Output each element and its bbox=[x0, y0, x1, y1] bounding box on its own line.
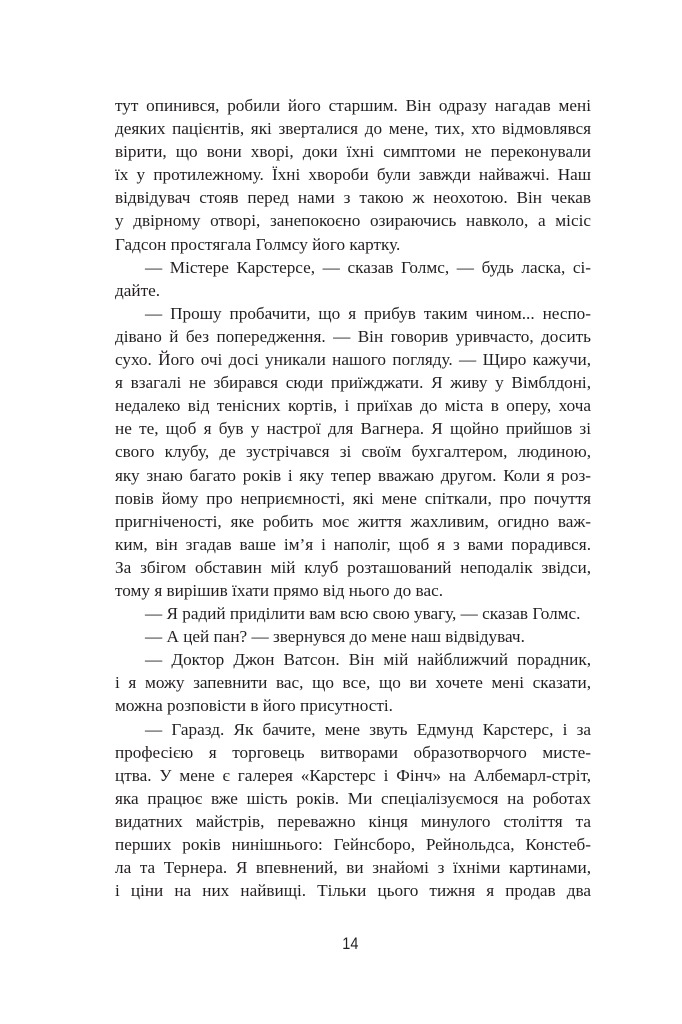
text-line: ла та Тернера. Я впевнений, ви знайомі з їхніми картинами, bbox=[115, 858, 591, 878]
text-line: За збігом обставин мій клуб розташований неподалік звідси, bbox=[115, 557, 591, 577]
text-line: відвідувач стояв перед нами з такою ж неохотою. Він чекав bbox=[115, 188, 591, 208]
text-line: видатних майстрів, переважно кінця минулого століття та bbox=[115, 811, 591, 831]
text-line: і ціни на них найвищі. Тільки цього тижня я продав два bbox=[115, 881, 591, 901]
text-line: — Прошу пробачити, що я прибув таким чином... неспо- bbox=[145, 303, 591, 323]
text-line: Гадсон простягала Голмсу його картку. bbox=[115, 234, 401, 254]
text-line: і я можу запевнити вас, що все, що ви хочете мені сказати, bbox=[115, 673, 591, 693]
text-line: — Я радий приділити вам всю свою увагу, — сказав Голмс. bbox=[145, 604, 581, 624]
text-line: цтва. У мене є галерея «Карстерс і Фінч» на Албемарл-стріт, bbox=[115, 765, 591, 785]
body-text bbox=[115, 94, 591, 902]
text-line: дайте. bbox=[115, 280, 161, 300]
text-line: яка працює вже шість років. Ми спеціалізуємося на роботах bbox=[115, 788, 591, 808]
text-line: сухо. Його очі досі уникали нашого погляду. — Щиро кажучи, bbox=[115, 350, 591, 370]
text-line: свого клубу, де зустрічався зі своїм бухгалтером, людиною, bbox=[115, 442, 591, 462]
text-line: повів йому про неприємності, які мене спіткали, про почуття bbox=[115, 488, 591, 508]
text-line: вірити, що вони хворі, доки їхні симптоми не переконували bbox=[115, 142, 591, 162]
text-line: — А цей пан? — звернувся до мене наш відвідувач. bbox=[145, 627, 525, 647]
text-line: можна розповісти в його присутності. bbox=[115, 696, 393, 716]
text-line: — Доктор Джон Ватсон. Він мій найближчий порадник, bbox=[145, 650, 591, 670]
text-line: їх у протилежному. Їхні хвороби були завжди найважчі. Наш bbox=[115, 165, 591, 185]
text-line: деяких пацієнтів, які зверталися до мене, тих, хто відмовлявся bbox=[115, 119, 591, 139]
page-number: 14 bbox=[342, 934, 359, 953]
text-line: перших років нинішнього: Гейнсборо, Рейнольдса, Констеб- bbox=[115, 835, 591, 854]
text-line: ким, він згадав ваше ім’я і наполіг, щоб я з вами порадився. bbox=[115, 534, 591, 554]
text-line: — Містере Карстерсе, — сказав Голмс, — будь ласка, сі- bbox=[145, 257, 591, 277]
text-line: я взагалі не збирався сюди приїжджати. Я живу у Вімблдоні, bbox=[115, 373, 591, 393]
text-line: професією я торговець витворами образотворчого мисте- bbox=[115, 742, 591, 762]
text-line: тут опинився, робили його старшим. Він одразу нагадав мені bbox=[115, 96, 591, 115]
text-line: не те, щоб я був у настрої для Вагнера. Я щойно прийшов зі bbox=[115, 419, 591, 439]
text-line: пригніченості, яке робить моє життя жахливим, огидно важ- bbox=[115, 511, 591, 531]
text-line: дівано й без попередження. — Він говорив уривчасто, досить bbox=[115, 326, 591, 346]
text-line: тому я вирішив їхати прямо від нього до вас. bbox=[115, 580, 443, 600]
text-line: у двірному отворі, занепокоєно озираючись навколо, а місіс bbox=[115, 211, 591, 231]
text-line: — Гаразд. Як бачите, мене звуть Едмунд Карстерс, і за bbox=[145, 719, 591, 739]
text-line: недалеко від тенісних кортів, і приїхав до міста в оперу, хоча bbox=[115, 396, 591, 416]
text-line: яку знаю багато років і яку тепер вважаю другом. Коли я роз- bbox=[115, 465, 591, 485]
